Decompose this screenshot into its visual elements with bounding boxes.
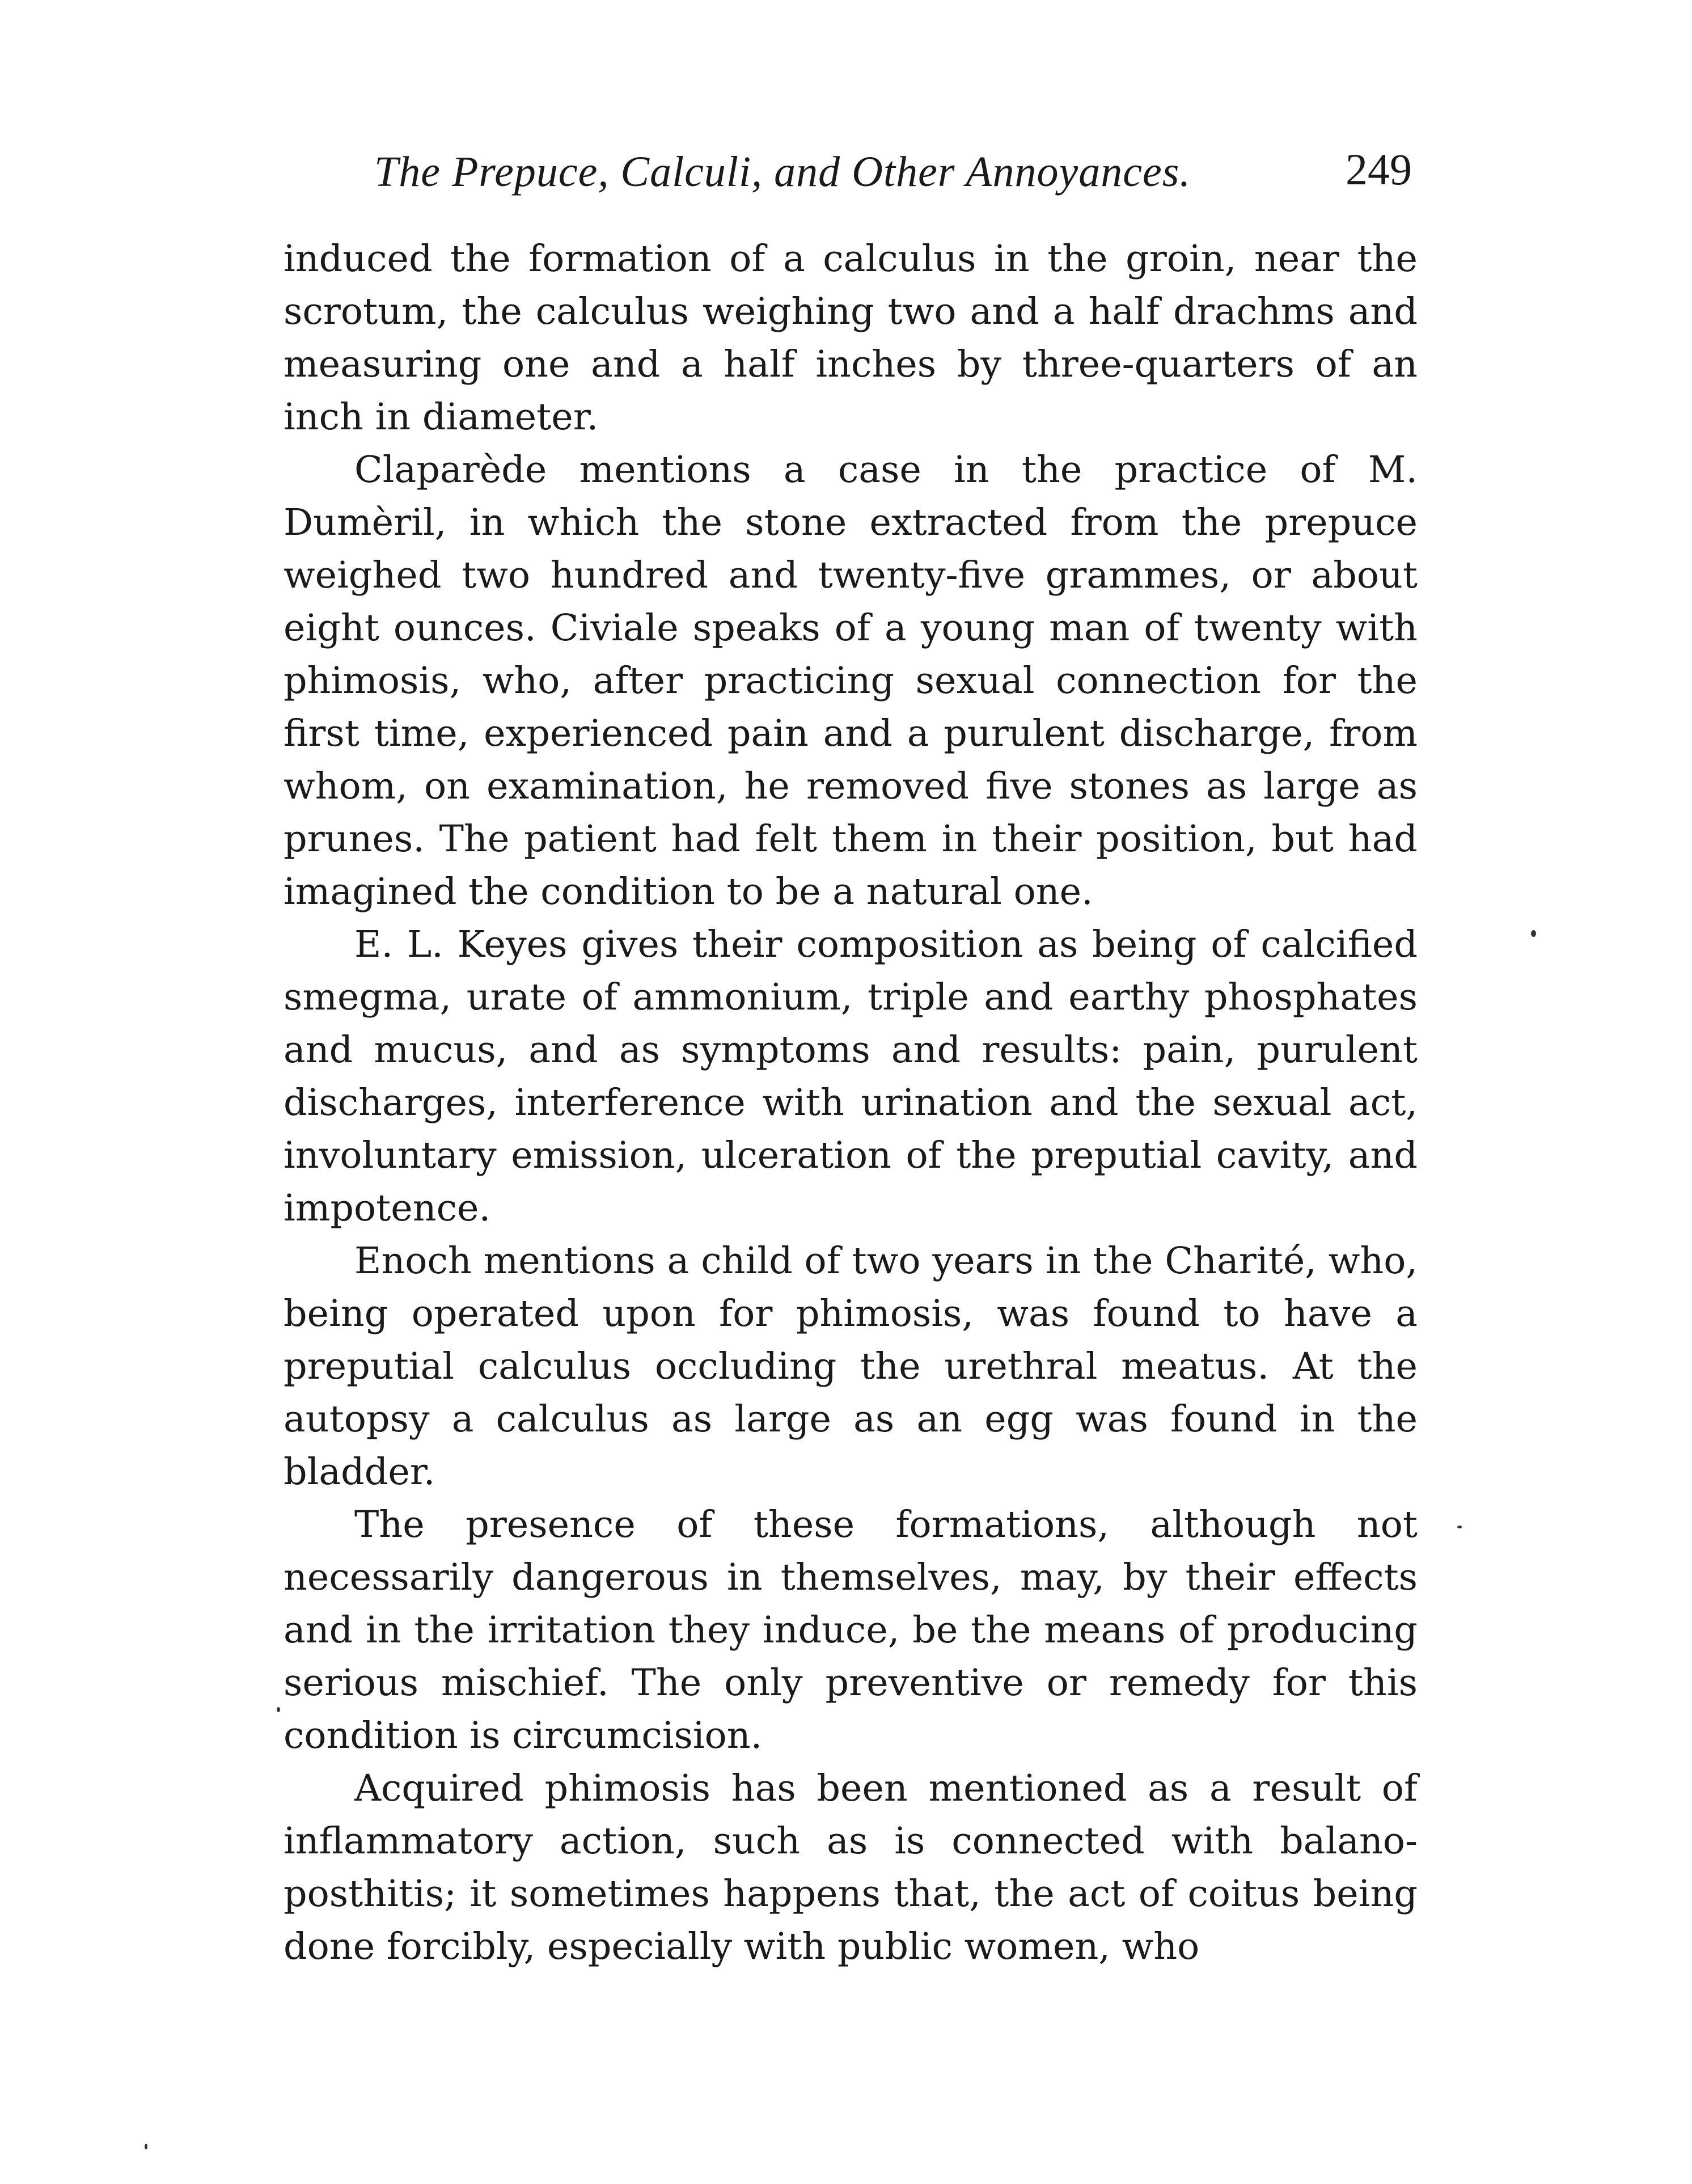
paragraph-4: Enoch mentions a child of two years in the Charité, who, being operated upon for phimosis, was found to have a preputial calculus occluding the urethral meatus. At the autopsy a calculus as large as an egg was found in the bladder.	[284, 1240, 1418, 1493]
running-title: The Prepuce, Calculi, and Other Annoyances.	[374, 148, 1191, 196]
paragraph-5: The presence of these formations, although not necessarily dangerous in themselves, may, by their effects and in the irritation they induce, be the means of producing serious mischief. The only preventive or remedy for this condition is circumcision.	[284, 1503, 1418, 1757]
paragraph-1: induced the formation of a calculus in the groin, near the scrotum, the calculus weighing two and a half drachms and measuring one and a half inches by three-quarters of an inch in diameter.	[284, 238, 1418, 438]
scan-speck	[1531, 930, 1536, 937]
running-header	[363, 142, 1412, 210]
paragraph-2: Claparède mentions a case in the practice of M. Dumèril, in which the stone extracted from the prepuce weighed two hundred and twenty-five grammes, or about eight ounces. Civiale speaks of a young man of twenty with phimosis, who, after practicing sexual connection for the first time, experienced pain and a purulent discharge, from whom, on examination, he removed five stones as large as prunes. The patient had felt them in their position, but had imagined the condition to be a natural one.	[284, 449, 1418, 913]
paragraph-3: E. L. Keyes gives their composition as being of calcified smegma, urate of ammonium, triple and earthy phosphates and mucus, and as symptoms and results: pain, purulent discharges, interference with urination and the sexual act, involuntary emission, ulceration of the preputial cavity, and impotence.	[284, 923, 1418, 1230]
scan-speck	[1457, 1526, 1462, 1528]
page-number: 249	[1346, 145, 1412, 194]
body-text	[284, 233, 1418, 1973]
paragraph-6: Acquired phimosis has been mentioned as a result of inflammatory action, such as is connected with balano-posthitis; it sometimes happens that, the act of coitus being done forcibly, especially with public women, who	[284, 1767, 1418, 1968]
scan-speck	[277, 1707, 280, 1712]
scan-speck	[145, 2144, 147, 2149]
